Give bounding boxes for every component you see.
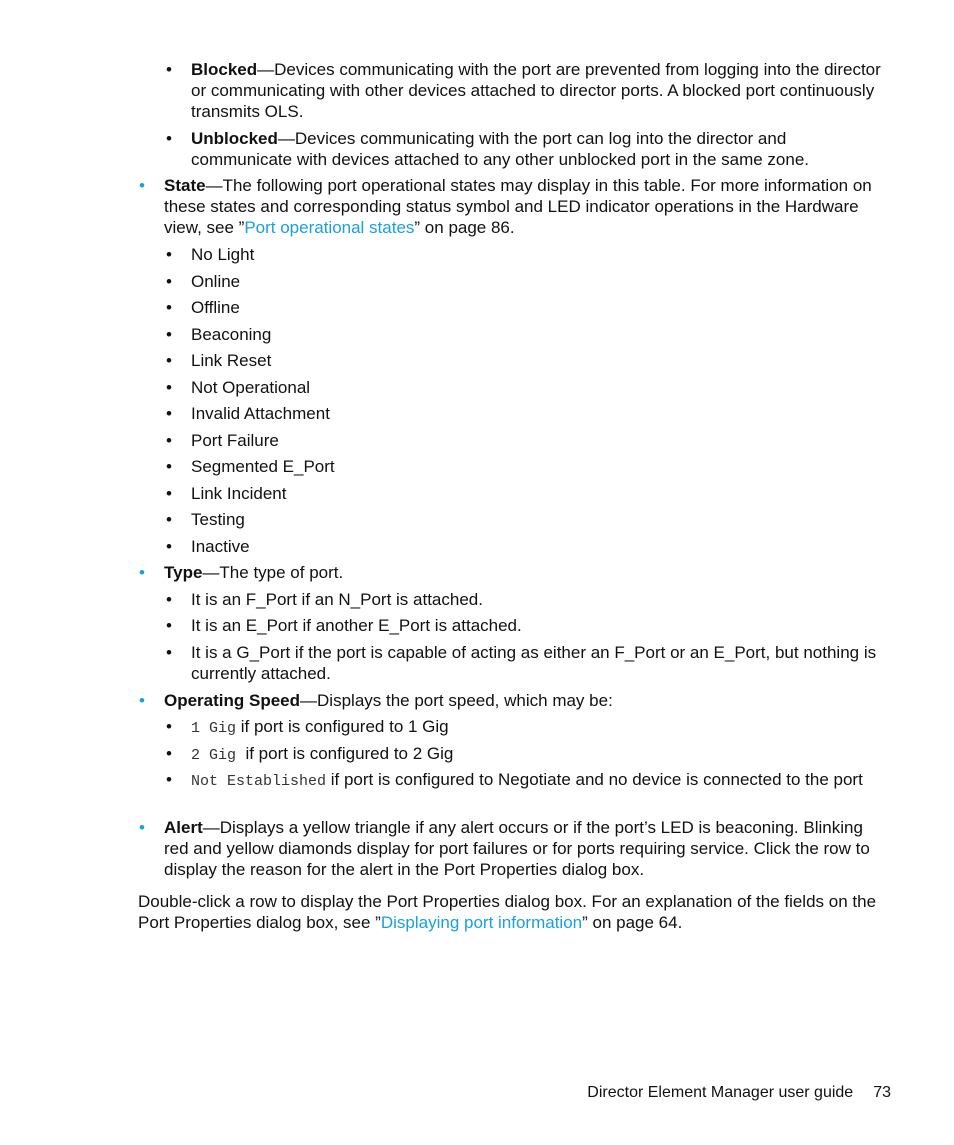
list-item-state — [164, 175, 891, 238]
speed-text: if port is configured to 1 Gig — [236, 717, 449, 736]
state-item: • Testing — [191, 509, 891, 530]
link-port-operational-states[interactable]: Port operational states — [244, 218, 415, 237]
speed-item — [191, 743, 891, 766]
desc-operating-speed: —Displays the port speed, which may be: — [300, 691, 613, 710]
page-footer — [560, 1082, 891, 1103]
term-state: State — [164, 176, 206, 195]
type-item: • It is an F_Port if an N_Port is attached. — [191, 589, 891, 610]
desc-type: —The type of port. — [202, 563, 344, 582]
state-item: • Beaconing — [191, 324, 891, 345]
state-item: • Online — [191, 271, 891, 292]
speed-item — [191, 769, 891, 792]
dash: — — [257, 60, 275, 79]
state-item: • Port Failure — [191, 430, 891, 451]
term-unblocked: Unblocked — [191, 129, 278, 148]
list-item-operating-speed — [164, 690, 891, 711]
closing-text-after: ” on page 64. — [582, 913, 683, 932]
speed-item — [191, 716, 891, 739]
state-item: • Segmented E_Port — [191, 456, 891, 477]
state-item: • No Light — [191, 244, 891, 265]
closing-text: Double-click a row to display the Port Properties dialog box. For an explanation of the fields on the Port Properties dialog box, see ” — [138, 892, 877, 932]
state-item: • Inactive — [191, 536, 891, 557]
speed-code: 2 Gig — [191, 747, 237, 764]
desc-unblocked: Devices communicating with the port can log into the director and communicate with devices attached to any other unblocked port in the same zone. — [191, 129, 810, 169]
list-item-alert — [164, 817, 891, 880]
term-operating-speed: Operating Speed — [164, 691, 301, 710]
type-item: • It is a G_Port if the port is capable of acting as either an F_Port or an E_Port, but nothing is currently attached. — [191, 642, 891, 684]
dash: — — [277, 129, 295, 148]
state-item: • Offline — [191, 297, 891, 318]
term-alert: Alert — [164, 818, 203, 837]
state-item: • Link Incident — [191, 483, 891, 504]
desc-alert: —Displays a yellow triangle if any alert occurs or if the port’s LED is beaconing. Blinking red and yellow diamonds display for port failures or for ports requiring service. Click the row to display the reason for the alert in the Port Properties dialog box. — [164, 818, 870, 879]
speed-code: 1 Gig — [191, 720, 237, 737]
list-item-unblocked — [191, 128, 891, 170]
link-displaying-port-information[interactable]: Displaying port information — [380, 913, 583, 932]
desc-blocked: Devices communicating with the port are prevented from logging into the director or communicating with other devices attached to director ports. A blocked port continuously transmits OLS. — [191, 60, 881, 121]
state-item: • Not Operational — [191, 377, 891, 398]
desc-state-after: ” on page 86. — [414, 218, 515, 237]
page-number: 73 — [873, 1084, 891, 1101]
list-item-type — [164, 562, 891, 583]
desc-state: —The following port operational states may display in this table. For more information on these states and corresponding status symbol and LED indicator operations in the Hardware view, see ” — [164, 176, 872, 237]
list-item-blocked — [191, 59, 891, 122]
type-item: • It is an E_Port if another E_Port is attached. — [191, 615, 891, 636]
state-item: • Invalid Attachment — [191, 403, 891, 424]
term-type: Type — [164, 563, 203, 582]
term-blocked: Blocked — [191, 60, 258, 79]
closing-paragraph — [138, 891, 891, 933]
speed-code: Not Established — [191, 773, 327, 790]
speed-text: if port is configured to 2 Gig — [236, 744, 454, 763]
state-item: • Link Reset — [191, 350, 891, 371]
footer-title: Director Element Manager user guide — [587, 1084, 854, 1101]
speed-text: if port is configured to Negotiate and no device is connected to the port — [326, 770, 863, 789]
